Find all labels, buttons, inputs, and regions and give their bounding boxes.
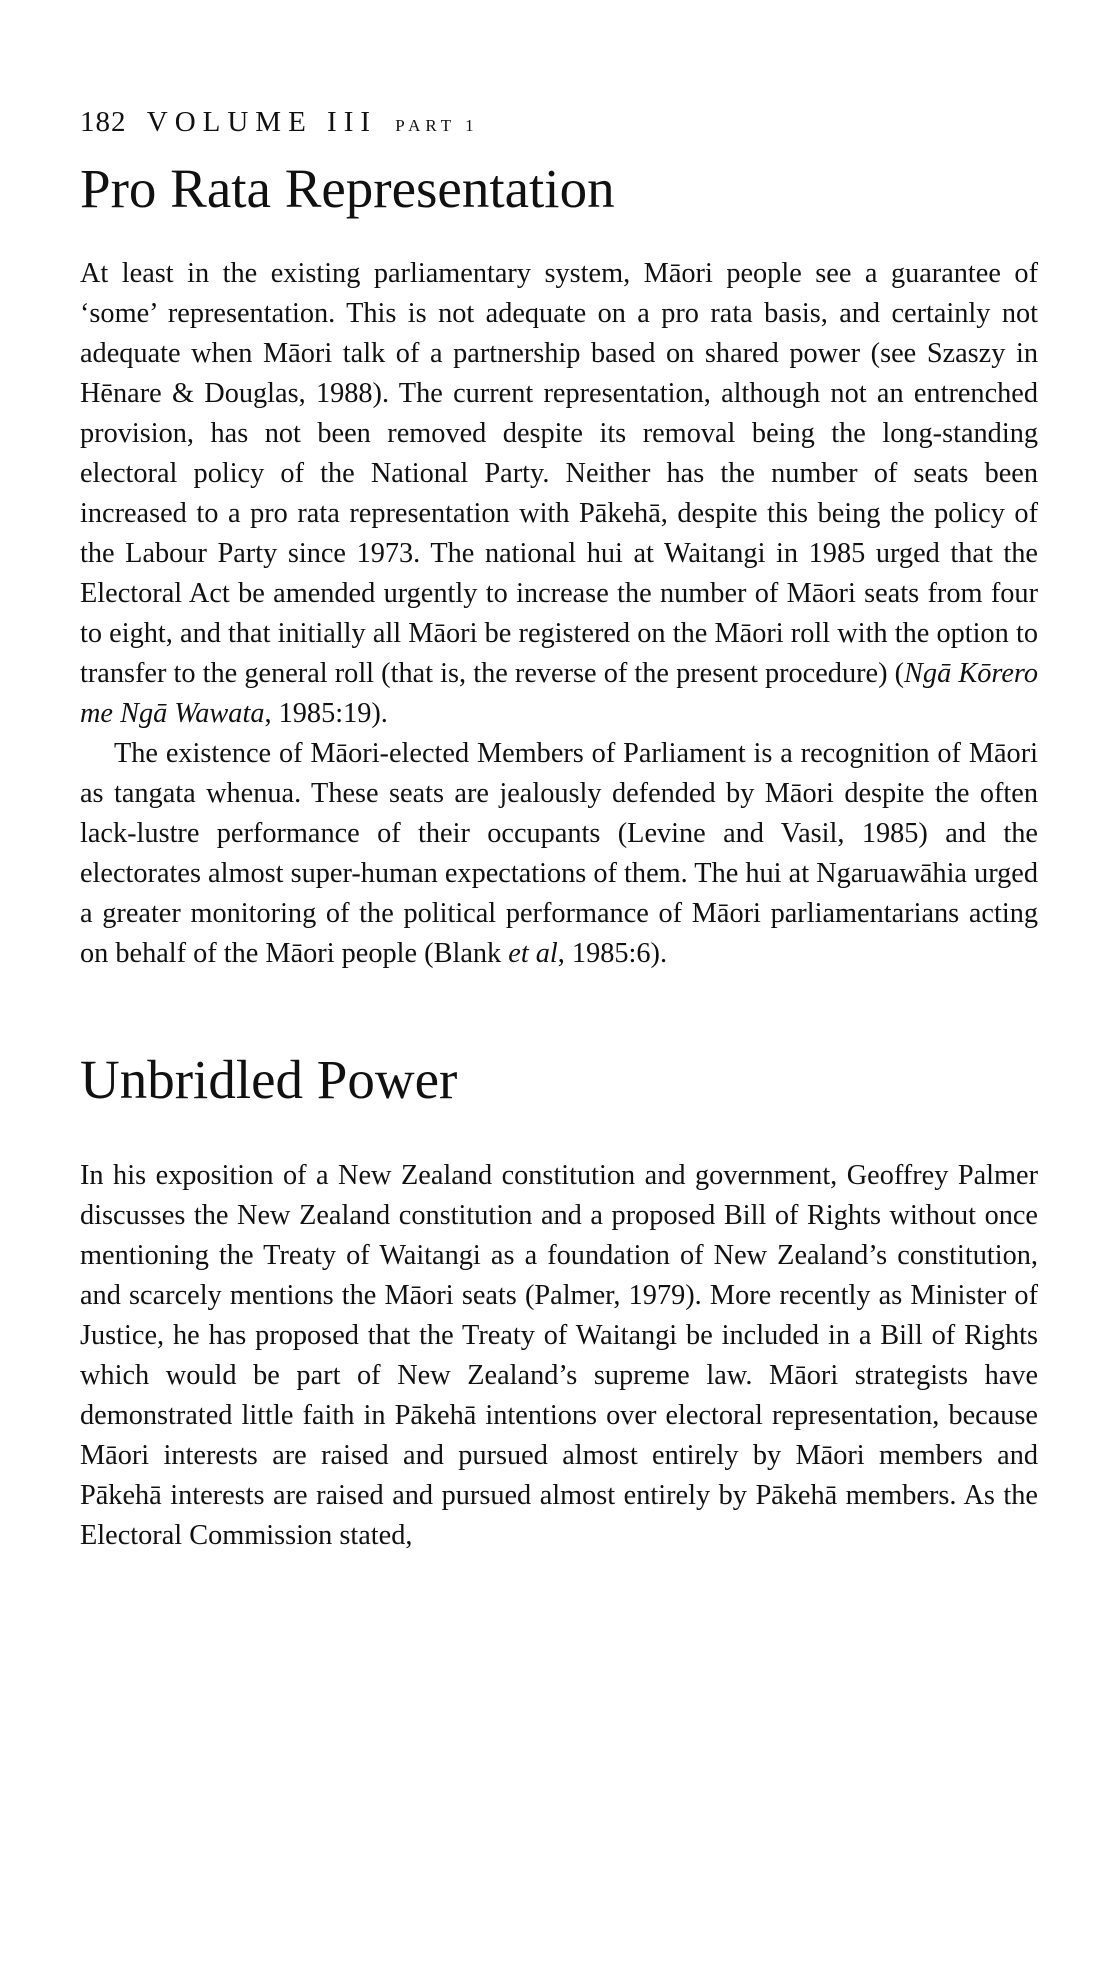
section-heading-pro-rata: Pro Rata Representation: [80, 158, 615, 219]
book-page: [80, 108, 1038, 1556]
volume-label: VOLUME III: [146, 106, 378, 138]
section-heading-unbridled-power: Unbridled Power: [80, 1048, 458, 1110]
running-head: [80, 108, 1038, 137]
body-paragraph: In his exposition of a New Zealand constitution and government, Geoffrey Palmer discusses the New Zealand constitution and a proposed Bill of Rights without once mentioning the Treaty of Waitangi as a foundation of New Zealand’s constitution, and scarcely mentions the Māori seats (Palmer, 1979). More recently as Minister of Justice, he has proposed that the Treaty of Waitangi be included in a Bill of Rights which would be part of New Zealand’s supreme law. Māori strategists have demonstrated little faith in Pākehā intentions over electoral representation, because Māori interests are raised and pursued almost entirely by Māori members and Pākehā interests are raised and pursued almost entirely by Pākehā members. As the Electoral Commission stated,: [80, 1160, 1038, 1551]
body-paragraph: At least in the existing parliamentary system, Māori people see a guarantee of ‘some’ representation. This is not adequate on a pro rata basis, and certainly not adequate when Māori talk of a partnership based on shared power (see Szaszy in Hēnare & Douglas, 1988). The current representation, although not an entrenched provision, has not been removed despite its removal being the long-standing electoral policy of the National Party. Neither has the number of seats been increased to a pro rata representation with Pākehā, despite this being the policy of the Labour Party since 1973. The national hui at Waitangi in 1985 urged that the Electoral Act be amended urgently to increase the number of Māori seats from four to eight, and that initially all Māori be registered on the Māori roll with the option to transfer to the general roll (that is, the reverse of the present procedure) (Ngā Kōrero me Ngā Wawata, 1985:19).: [80, 257, 1038, 729]
page-number: 182: [80, 106, 127, 138]
body-paragraph: The existence of Māori-elected Members of Parliament is a recognition of Māori as tangata whenua. These seats are jealously defended by Māori despite the often lack-lustre performance of their occupants (Levine and Vasil, 1985) and the electorates almost super-human expectations of them. The hui at Ngaruawāhia urged a greater monitoring of the political performance of Māori parliamentarians acting on behalf of the Māori people (Blank et al, 1985:6).: [80, 737, 1038, 969]
part-label: PART 1: [395, 116, 479, 135]
